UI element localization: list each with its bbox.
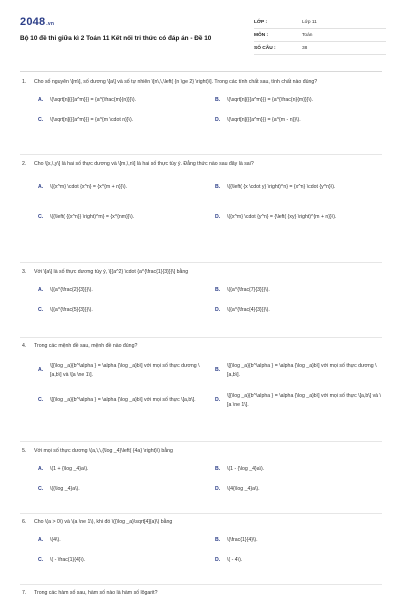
option-b[interactable]: B. \[{\log _a}{b^\alpha } = \alpha {\log _a}b\] với mọi số thực dương \[a,b\]. — [215, 363, 377, 378]
question-stem: Với mọi số thực dương \(a,\,\,{\log _4}\left( {4a} \right)\) bằng — [34, 448, 173, 454]
exam-header — [20, 14, 385, 60]
option-a[interactable]: A. \({a^{\frac{2}{3}}}\). — [38, 287, 93, 294]
option-b[interactable]: B. \(\sqrt[n]{{{a^m}}} = {a^{\frac{n}{m}}}\). — [215, 97, 314, 104]
option-d[interactable]: D. \(4{\log _4}a\). — [215, 486, 260, 493]
question-stem: Cho \(a > 0\) và \(a \ne 1\), khi đó \({\log _a}\sqrt[4]{a}\) bằng — [34, 519, 173, 525]
option-c[interactable]: C. \({a^{\frac{5}{3}}}\). — [38, 307, 93, 314]
question-divider — [20, 154, 382, 155]
option-b[interactable]: B. \(\frac{1}{4}\). — [215, 537, 258, 544]
option-d[interactable]: D. \({a^{\frac{4}{3}}}\). — [215, 307, 270, 314]
question-divider — [20, 513, 382, 514]
option-c[interactable]: C. \({\log _4}a\). — [38, 486, 80, 493]
option-a[interactable]: A. \({x^m} \cdot {x^n} = {x^{m + n}}\). — [38, 184, 128, 191]
option-c[interactable]: C. \(\sqrt[n]{{{a^m}}} = {a^{m \cdot n}}\). — [38, 117, 134, 124]
option-c[interactable]: C. \( - \frac{1}{4}\). — [38, 557, 86, 564]
option-a[interactable]: A. \[{\log _a}{b^\alpha } = \alpha {\log _a}b\] với mọi số thực dương \[a,b\] và \[a \ne 1\]. — [38, 363, 200, 378]
header-divider — [20, 71, 382, 72]
question-stem: Trong các mệnh đề sau, mệnh đề nào đúng? — [34, 343, 138, 349]
option-c[interactable]: C. \({\left( {{x^n}} \right)^m} = {x^{nm}}\). — [38, 214, 135, 221]
option-d[interactable]: D. \({x^m} \cdot {y^n} = {\left( {xy} \right)^{m + n}}\). — [215, 214, 337, 221]
meta-row-subject: MÔN : Toán — [254, 29, 386, 42]
question-2: 2. Cho \[x,\,y\] là hai số thực dương và \[m,\,n\] là hai số thực tùy ý. Đẳng thức nào sau đây là sai? A. \({x^m} \cdot {x^n} = {x^{m + n}}\). B. \({\left( {x \cdot y} \right)^n} = {x^n} \cdot {y^n}\). C. \({\left( {{x^n}} \right)^m} = {x^{nm}}\). D. \({x^m} \cdot {y^n} = {\left( {xy} \right)^{m + n}}\). — [22, 160, 382, 233]
question-stem: Cho số nguyên \[m\], số dương \[a\] và số tự nhiên \[n\,\,\left( {n \ge 2} \right)\]. Trong các tính chất sau, tính chất nào đúng? — [34, 79, 318, 85]
question-stem: Cho \[x,\,y\] là hai số thực dương và \[m,\,n\] là hai số thực tùy ý. Đẳng thức nào sau đây là sai? — [34, 161, 254, 167]
option-a[interactable]: A. \(\sqrt[n]{{{a^m}}} = {a^{\frac{m}{n}}}\). — [38, 97, 137, 104]
option-c[interactable]: C. \[{\log _a}{b^\alpha } = \alpha {\log _a}b\] với mọi số thực \[a,b\]. — [38, 397, 196, 404]
exam-meta — [254, 16, 386, 55]
question-6: 6. Cho \(a > 0\) và \(a \ne 1\), khi đó \({\log _a}\sqrt[4]{a}\) bằng A. \(4\). B. \(\frac{1}{4}\). C. \( - \frac{1}{4}\). D. \( - 4\). — [22, 518, 382, 571]
option-d[interactable]: D. \(\sqrt[n]{{{a^m}}} = {a^{m - n}}\). — [215, 117, 301, 124]
question-divider — [20, 584, 382, 585]
question-4: 4. Trong các mệnh đề sau, mệnh đề nào đúng? A. \[{\log _a}{b^\alpha } = \alpha {\log _a}b\] với mọi số thực dương \[a,b\] và \[a \ne 1\]. B. \[{\log _a}{b^\alpha } = \alpha {\log _a}b\] với mọi số thực dương \[a,b\]. C. \[{\log _a}{b^\alpha } = \alpha {\log _a}b\] với mọi số thực \[a,b\]. D. \[{\log _a}{b^\alpha } = \alpha {\log _a}b\] với mọi số thực \[a,b\] và \[a \ne 1\]. — [22, 342, 382, 415]
question-divider — [20, 337, 382, 338]
question-7: 7. Trong các hàm số sau, hàm số nào là hàm số lôgarit? — [22, 589, 382, 598]
option-b[interactable]: B. \(1 - {\log _4}a\). — [215, 466, 265, 473]
question-5: 5. Với mọi số thực dương \(a,\,\,{\log _4}\left( {4a} \right)\) bằng A. \(1 + {\log _4}a\). B. \(1 - {\log _4}a\). C. \({\log _4}a\). D. \(4{\log _4}a\). — [22, 447, 382, 500]
option-d[interactable]: D. \[{\log _a}{b^\alpha } = \alpha {\log _a}b\] với mọi số thực \[a,b\] và \[a \ne 1\]. — [215, 393, 381, 408]
question-1: 1. Cho số nguyên \[m\], số dương \[a\] và số tự nhiên \[n\,\,\left( {n \ge 2} \right)\]. Trong các tính chất sau, tính chất nào đúng? A. \(\sqrt[n]{{{a^m}}} = {a^{\frac{m}{n}}}\). B. \(\sqrt[n]{{{a^m}}} = {a^{\frac{n}{m}}}\). C. \(\sqrt[n]{{{a^m}}} = {a^{m \cdot n}}\). D. \(\sqrt[n]{{{a^m}}} = {a^{m - n}}\). — [22, 78, 382, 131]
meta-row-grade: LỚP : Lớp 11 — [254, 16, 386, 29]
question-stem: Trong các hàm số sau, hàm số nào là hàm số lôgarit? — [34, 590, 158, 596]
option-a[interactable]: A. \(1 + {\log _4}a\). — [38, 466, 89, 473]
question-divider — [20, 441, 382, 442]
meta-row-count: SỐ CÂU : 38 — [254, 42, 386, 55]
exam-title: Bộ 10 đề thi giữa kì 2 Toán 11 Kết nối tri thức có đáp án - Đề 10 — [20, 35, 212, 42]
question-stem: Với \[a\] là số thực dương tùy ý, \[{a^2} \cdot {a^{\frac{1}{3}}}\] bằng — [34, 269, 189, 275]
site-logo[interactable]: 2048.vn — [20, 16, 55, 28]
option-d[interactable]: D. \( - 4\). — [215, 557, 243, 564]
option-b[interactable]: B. \({\left( {x \cdot y} \right)^n} = {x^n} \cdot {y^n}\). — [215, 184, 336, 191]
question-3: 3. Với \[a\] là số thực dương tùy ý, \[{a^2} \cdot {a^{\frac{1}{3}}}\] bằng A. \({a^{\frac{2}{3}}}\). B. \({a^{\frac{7}{3}}}\). C. \({a^{\frac{5}{3}}}\). D. \({a^{\frac{4}{3}}}\). — [22, 268, 382, 321]
option-a[interactable]: A. \(4\). — [38, 537, 61, 544]
option-b[interactable]: B. \({a^{\frac{7}{3}}}\). — [215, 287, 270, 294]
question-divider — [20, 262, 382, 263]
